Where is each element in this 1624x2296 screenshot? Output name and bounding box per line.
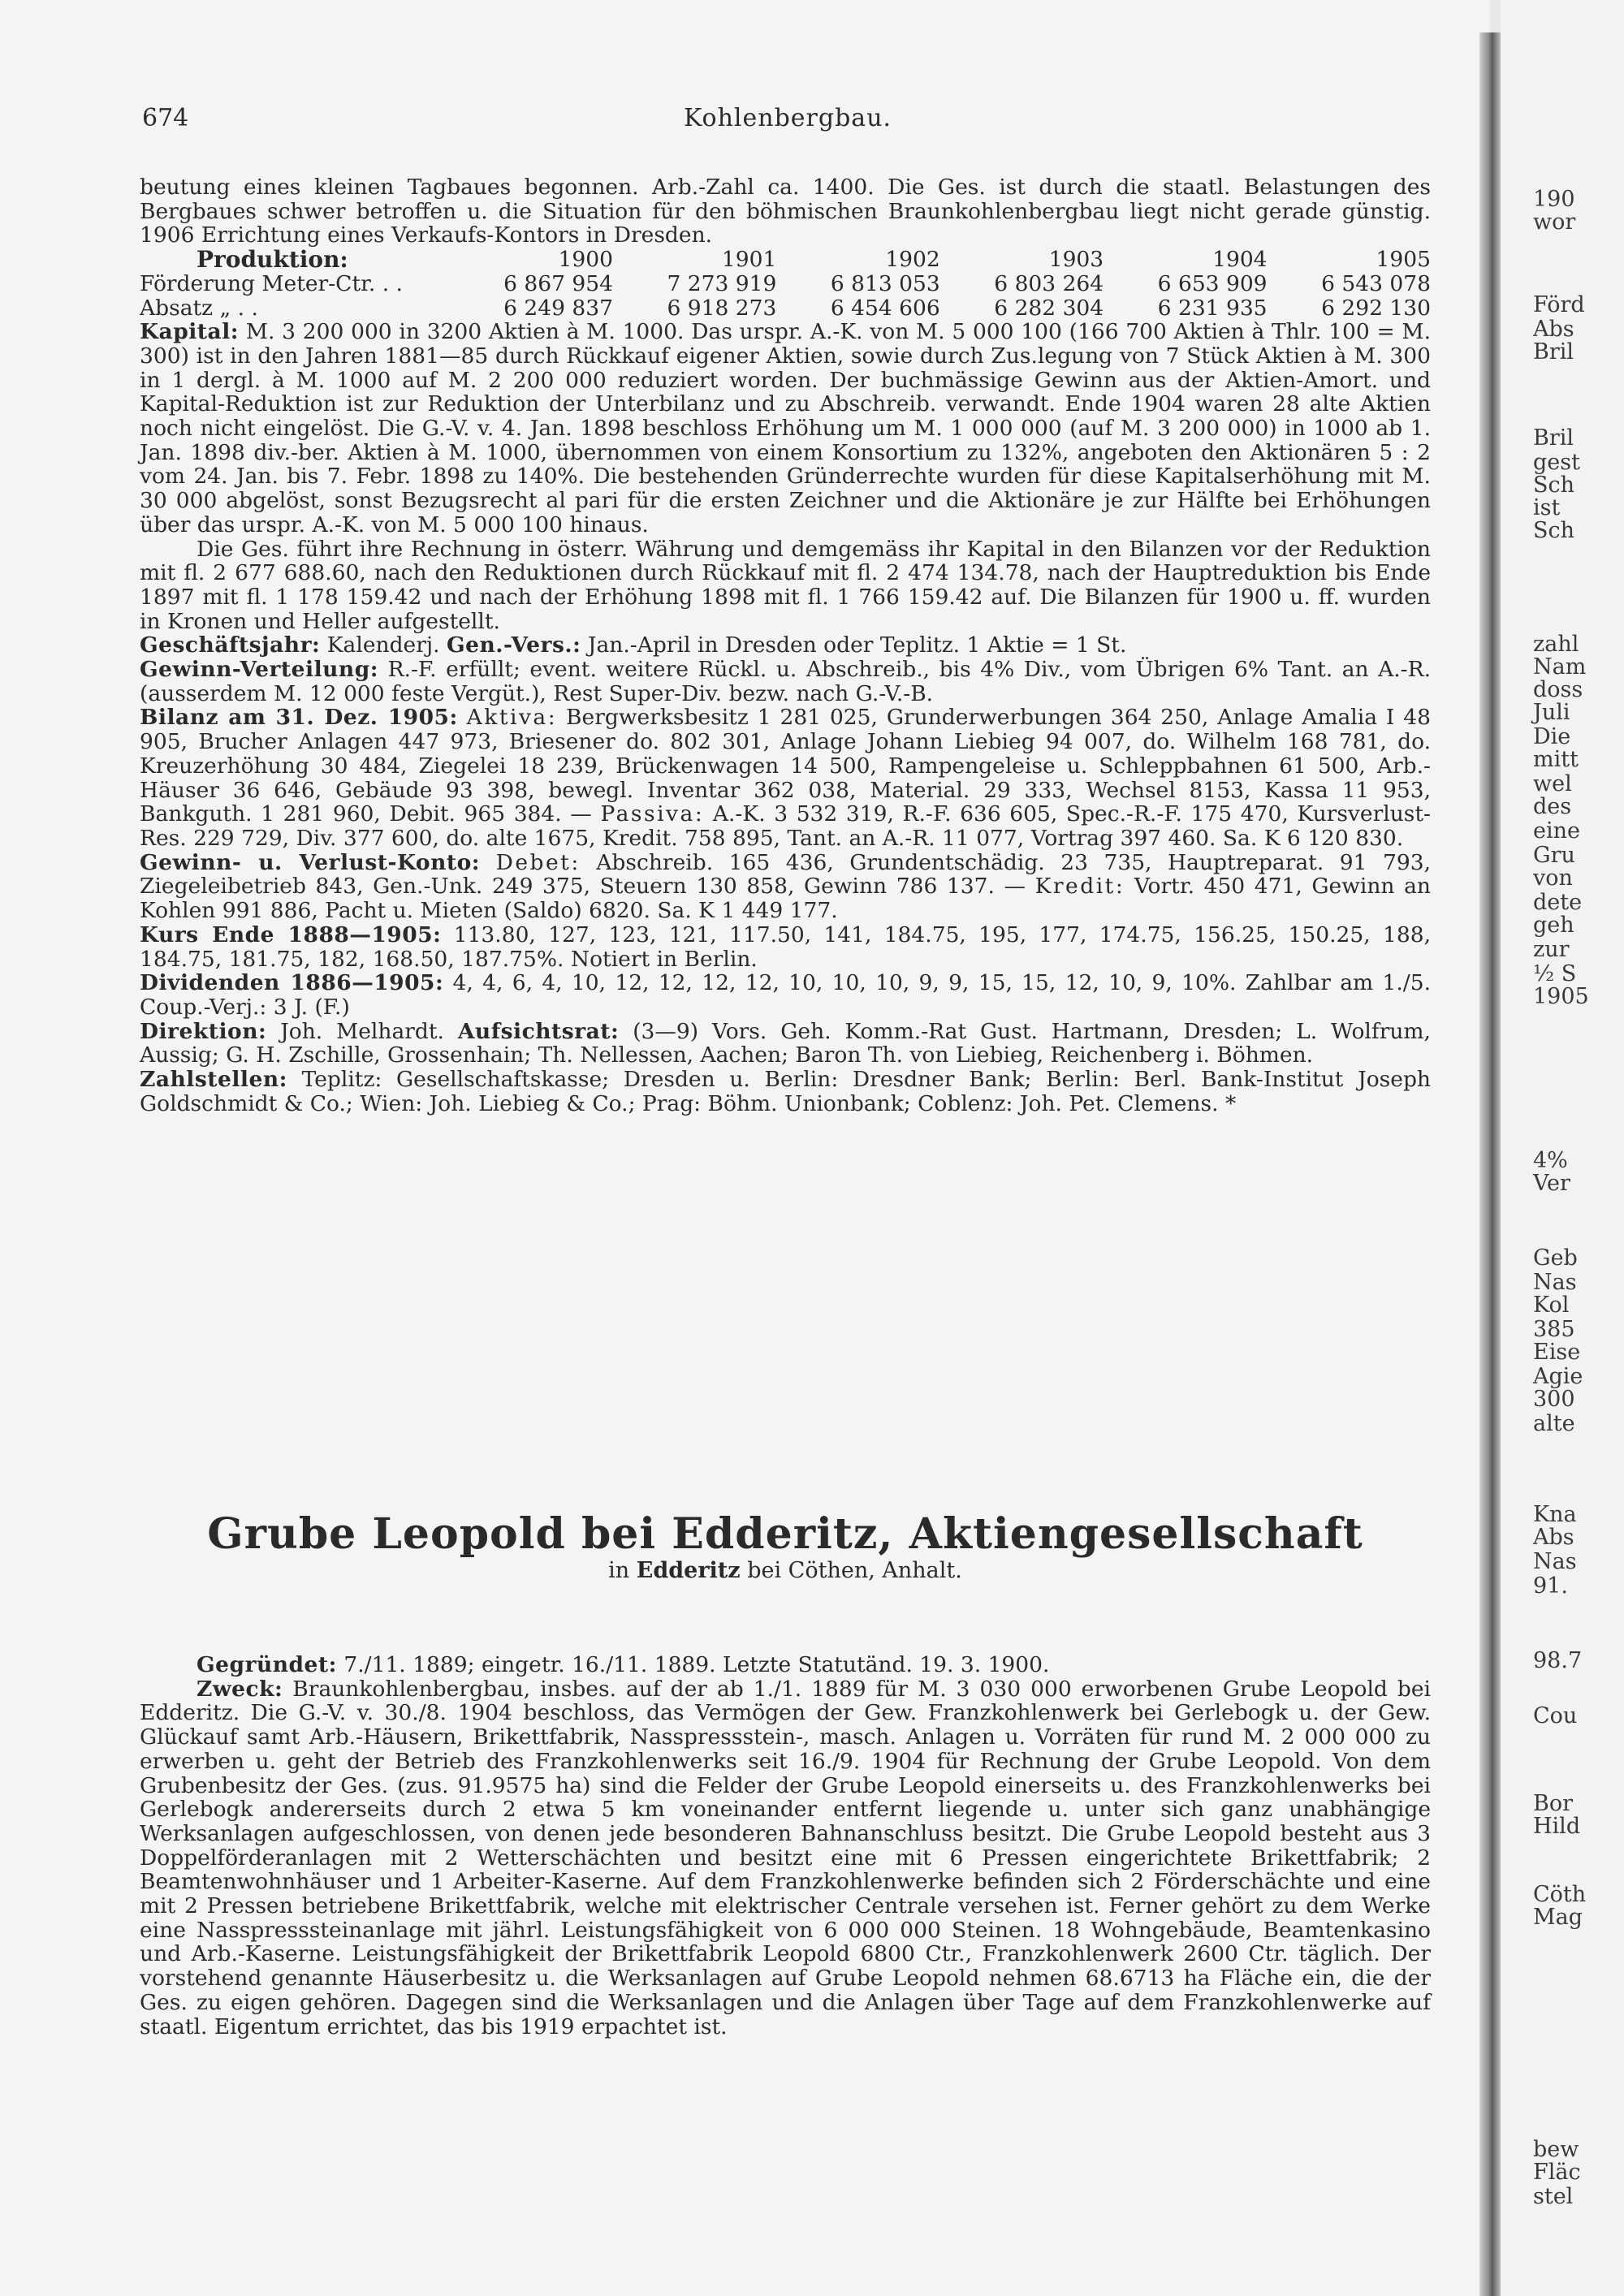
- year-cell: 1900: [558, 247, 613, 273]
- adjacent-page-fragment: zur: [1533, 937, 1570, 962]
- book-gutter: [1479, 32, 1501, 2296]
- year-cell: 1901: [721, 247, 777, 273]
- row-label: Absatz „ . .: [140, 295, 258, 321]
- gegruendet-text: 7./11. 1889; eingetr. 16./11. 1889. Letzte Statutänd. 19. 3. 1900.: [343, 1652, 1050, 1677]
- dividenden-label: Dividenden 1886—1905:: [140, 970, 444, 996]
- adjacent-page-fragment: wor: [1533, 209, 1576, 235]
- adjacent-page-fragment: Bor: [1533, 1791, 1574, 1816]
- value-cell: 6 867 954: [503, 270, 613, 296]
- year-cell: 1903: [1048, 247, 1104, 273]
- adjacent-page-fragment: Mag: [1533, 1905, 1583, 1930]
- table-row: [140, 272, 1431, 296]
- value-cell: 7 273 919: [667, 270, 777, 296]
- passiva-text: A.-K. 3 532 319, R.-F. 636 605, Spec.-R.-F. 175 470, Kursverlust-Res. 229 729, Div. 377 600, do. alte 1675, Kredit. 758 895, Tant. an A.-R. 11 077, Vortrag 397 460. Sa. K 6 120 830.: [140, 801, 1431, 851]
- adjacent-page-fragment: ½ S: [1533, 961, 1577, 986]
- year-cell: 1905: [1376, 247, 1431, 273]
- adjacent-page-fragment: zahl: [1533, 632, 1579, 657]
- company-location: [140, 1559, 1431, 1583]
- adjacent-page-fragment: Nas: [1533, 1270, 1577, 1295]
- value-cell: 6 918 273: [667, 295, 777, 321]
- adjacent-page-fragment: Bril: [1533, 339, 1574, 365]
- adjacent-page-fragment: gest: [1533, 450, 1580, 475]
- value-cell: 6 282 304: [994, 295, 1104, 321]
- adjacent-page-fragment: doss: [1533, 677, 1583, 702]
- adjacent-page-fragment: Abs: [1533, 1525, 1574, 1550]
- company-heading: Grube Leopold bei Edderitz, Aktiengesellschaft: [207, 1509, 1363, 1559]
- adjacent-page-fragment: Eise: [1533, 1340, 1581, 1365]
- production-table: [140, 248, 1431, 320]
- value-cell: 6 454 606: [830, 295, 940, 321]
- location-prefix: in: [608, 1558, 630, 1583]
- zweck-paragraph: [140, 1677, 1431, 2039]
- adjacent-page-fragment: des: [1533, 794, 1572, 819]
- adjacent-page-fragment: 98.7: [1533, 1648, 1583, 1673]
- adjacent-page-fragment: Nam: [1533, 654, 1587, 680]
- adjacent-page-fragment: Die: [1533, 724, 1571, 749]
- direktion-paragraph: [140, 1020, 1431, 1068]
- running-title: Kohlenbergbau.: [683, 104, 892, 132]
- gewinnverteilung-text: R.-F. erfüllt; event. weitere Rückl. u. Abschreib., bis 4% Div., vom Übrigen 6% Tant. an A.-R. (ausserdem M. 12 000 feste Vergüt.), Rest Super-Div. bezw. nach G.-V.-B.: [140, 657, 1431, 706]
- adjacent-page-fragment: wel: [1533, 771, 1572, 796]
- guv-paragraph: [140, 851, 1431, 923]
- geschaeftsjahr-text: Kalenderj.: [326, 632, 440, 658]
- genvers-label: Gen.-Vers.:: [446, 632, 581, 658]
- genvers-text: Jan.-April in Dresden oder Teplitz. 1 Aktie = 1 St.: [587, 632, 1127, 658]
- gewinnverteilung-paragraph: [140, 658, 1431, 706]
- value-cell: 6 231 935: [1157, 295, 1268, 321]
- value-cell: 6 813 053: [830, 270, 940, 296]
- adjacent-page-fragment: Abs: [1533, 317, 1574, 342]
- adjacent-page-fragment: Agie: [1533, 1364, 1583, 1389]
- adjacent-page-fragment: Nas: [1533, 1549, 1577, 1574]
- aktiva-text: Bergwerksbesitz 1 281 025, Grunderwerbungen 364 250, Anlage Amalia I 48 905, Brucher Anlagen 447 973, Briesener do. 802 301, Anlage Johann Liebieg 94 007, do. Wilhelm 168 781, do. Kreuzerhöhung 30 484, Ziegelei 18 239, Brückenwagen 14 500, Rampengeleise u. Schleppbahnen 61 500, Arb.-Häuser 36 646, Gebäude 93 398, bewegl. Inventar 362 038, Material. 29 333, Wechsel 8153, Kassa 11 953, Bankguth. 1 281 960, Debit. 965 384. —: [140, 705, 1431, 827]
- production-label: Produktion:: [197, 246, 348, 274]
- page-header: [142, 104, 1433, 136]
- gegruendet-label: Gegründet:: [197, 1652, 337, 1677]
- kapital-label: Kapital:: [140, 319, 240, 345]
- adjacent-page-fragment: ist: [1533, 495, 1561, 520]
- adjacent-page-fragment: Hild: [1533, 1814, 1581, 1839]
- production-header-row: [140, 248, 1431, 272]
- zahlstellen-label: Zahlstellen:: [140, 1067, 287, 1093]
- value-cell: 6 543 078: [1321, 270, 1431, 296]
- value-cell: 6 249 837: [503, 295, 613, 321]
- year-cell: 1904: [1212, 247, 1268, 273]
- aufsichtsrat-label: Aufsichtsrat:: [457, 1018, 620, 1044]
- adjacent-page-fragment: geh: [1533, 913, 1574, 938]
- year-cell: 1902: [885, 247, 940, 273]
- location-town: Edderitz: [636, 1558, 741, 1583]
- adjacent-page-fragment: bew: [1533, 2137, 1579, 2162]
- adjacent-page-fragment: Sch: [1533, 473, 1575, 498]
- table-row: [140, 296, 1431, 321]
- adjacent-page-fragment: Kol: [1533, 1293, 1570, 1318]
- kurs-label: Kurs Ende 1888—1905:: [140, 921, 442, 947]
- zweck-label: Zweck:: [197, 1676, 283, 1702]
- adjacent-page-fragment: Cöth: [1533, 1882, 1587, 1907]
- adjacent-page-fragment: eine: [1533, 818, 1580, 844]
- adjacent-page-fragment: 385: [1533, 1317, 1575, 1342]
- aufsichtsrat-text: (3—9) Vors. Geh. Komm.-Rat Gust. Hartmann, Dresden; L. Wolfrum, Aussig; G. H. Zschille, Grossenhain; Th. Nellessen, Aachen; Baron Th. von Liebieg, Reichenberg i. Böhmen.: [140, 1018, 1431, 1068]
- adjacent-page-fragment: dete: [1533, 890, 1583, 915]
- debet-label: Debet:: [495, 849, 581, 875]
- geschaeftsjahr-paragraph: [140, 633, 1431, 658]
- adjacent-page-fragment: Ver: [1533, 1171, 1570, 1196]
- waehrung-paragraph: Die Ges. führt ihre Rechnung in österr. Währung und demgemäss ihr Kapital in den Bilanzen vor der Reduktion mit fl. 2 677 688.60, nach den Reduktionen durch Rückkauf mit fl. 2 474 134.78, nach der Hauptreduktion bis Ende 1897 mit fl. 1 178 159.42 und nach der Erhöhung 1898 mit fl. 1 766 159.42 auf. Die Bilanzen für 1900 u. ff. wurden in Kronen und Heller aufgestellt.: [140, 536, 1431, 634]
- dividenden-text: 4, 4, 6, 4, 10, 12, 12, 12, 12, 10, 10, 10, 9, 9, 15, 15, 12, 10, 9, 10%. Zahlbar am 1./5. Coup.-Verj.: 3 J. (F.): [140, 970, 1431, 1020]
- direktion-text: Joh. Melhardt.: [280, 1018, 444, 1044]
- gegruendet-paragraph: [140, 1653, 1431, 1677]
- adjacent-page-fragment: Geb: [1533, 1245, 1578, 1271]
- adjacent-page-fragment: 91.: [1533, 1573, 1568, 1599]
- adjacent-page-fragment: alte: [1533, 1411, 1575, 1436]
- value-cell: 6 292 130: [1321, 295, 1431, 321]
- row-label: Förderung Meter-Ctr. . .: [140, 270, 403, 296]
- gewinnverteilung-label: Gewinn-Verteilung:: [140, 657, 379, 683]
- adjacent-page-fragment: von: [1533, 865, 1573, 891]
- adjacent-page-fragment: 4%: [1533, 1148, 1568, 1173]
- bilanz-label: Bilanz am 31. Dez. 1905:: [140, 705, 458, 731]
- dividenden-paragraph: [140, 971, 1431, 1019]
- adjacent-page-fragment: Bril: [1533, 425, 1574, 451]
- kredit-text: Vortr. 450 471, Gewinn an Kohlen 991 886, Pacht u. Mieten (Saldo) 6820. Sa. K 1 449 177.: [140, 874, 1431, 924]
- adjacent-page-fragment: 1905: [1533, 984, 1589, 1009]
- debet-text: Abschreib. 165 436, Grundentschädig. 23 735, Hauptreparat. 91 793, Ziegeleibetrieb 843, Gen.-Unk. 249 375, Steuern 130 858, Gewinn 786 137. —: [140, 849, 1431, 900]
- adjacent-page-fragment: 190: [1533, 187, 1575, 212]
- adjacent-page-fragment: Kna: [1533, 1502, 1577, 1527]
- value-cell: 6 803 264: [994, 270, 1104, 296]
- company-entry-1: [140, 175, 1431, 1116]
- intro-paragraph: beutung eines kleinen Tagbaues begonnen. Arb.-Zahl ca. 1400. Die Ges. ist durch die staatl. Belastungen des Bergbaues schwer betroffen u. die Situation für den böhmischen Braunkohlenbergbau liegt nicht gerade günstig. 1906 Errichtung eines Verkaufs-Kontors in Dresden.: [140, 175, 1431, 248]
- adjacent-page-fragment: Gru: [1533, 843, 1575, 868]
- zahlstellen-text: Teplitz: Gesellschaftskasse; Dresden u. Berlin: Dresdner Bank; Berlin: Berl. Bank-Institut Joseph Goldschmidt & Co.; Wien: Joh. Liebieg & Co.; Prag: Böhm. Unionbank; Coblenz: Joh. Pet. Clemens. *: [140, 1067, 1431, 1116]
- zahlstellen-paragraph: [140, 1068, 1431, 1116]
- adjacent-page-fragment: Förd: [1533, 292, 1585, 317]
- value-cell: 6 653 909: [1157, 270, 1268, 296]
- direktion-label: Direktion:: [140, 1018, 267, 1044]
- kapital-paragraph: [140, 320, 1431, 537]
- adjacent-page-fragment: mitt: [1533, 747, 1579, 772]
- zweck-text: Braunkohlenbergbau, insbes. auf der ab 1./1. 1889 für M. 3 030 000 erworbenen Grube Leopold bei Edderitz. Die G.-V. v. 30./8. 1904 beschloss, das Vermögen der Gew. Franzkohlenwerk bei Gerlebogk u. der Gew. Glückauf samt Arb.-Häusern, Brikettfabrik, Nasspressstein-, masch. Anlagen u. Vorräten für rund M. 2 000 000 zu erwerben u. geht der Betrieb des Franzkohlenwerks seit 16./9. 1904 für Rechnung der Grube Leopold. Von dem Grubenbesitz der Ges. (zus. 91.9575 ha) sind die Felder der Grube Leopold einerseits u. des Franzkohlenwerks bei Gerlebogk andererseits durch 2 etwa 5 km voneinander entfernt liegende u. unter sich ganz unabhängige Werksanlagen aufgeschlossen, von denen jede besonderen Bahnanschluss besitzt. Die Grube Leopold besteht aus 3 Doppelförderanlagen mit 2 Wetterschächten und besitzt eine mit 6 Pressen eingerichtete Brikettfabrik; 2 Beamtenwohnhäuser und 1 Arbeiter-Kaserne. Auf dem Franzkohlenwerke befinden sich 2 Förderschächte und eine mit 2 Pressen betriebene Brikettfabrik, welche mit elektrischer Centrale versehen ist. Ferner gehört zu dem Werke eine Nasspresssteinanlage mit jährl. Leistungsfähigkeit von 6 000 000 Steinen. 18 Wohngebäude, Beamtenkasino und Arb.-Kaserne. Leistungsfähigkeit der Brikettfabrik Leopold 6800 Ctr., Franzkohlenwerk 2600 Ctr. täglich. Der vorstehend genannte Häuserbesitz u. die Werksanlagen auf Grube Leopold nehmen 68.6713 ha Fläche ein, die der Ges. zu eigen gehören. Dagegen sind die Werksanlagen und die Anlagen über Tage auf dem Franzkohlenwerke auf staatl. Eigentum errichtet, das bis 1919 erpachtet ist.: [140, 1676, 1431, 2039]
- adjacent-page-fragment: Cou: [1533, 1703, 1578, 1728]
- adjacent-page-fragment: stel: [1533, 2184, 1574, 2209]
- kredit-label: Kredit:: [1034, 874, 1125, 900]
- aktiva-label: Aktiva:: [466, 705, 558, 731]
- page-number: 674: [142, 104, 189, 132]
- kurs-paragraph: [140, 923, 1431, 971]
- bilanz-paragraph: [140, 706, 1431, 850]
- location-suffix: bei Cöthen, Anhalt.: [747, 1558, 962, 1583]
- adjacent-page-fragment: 300: [1533, 1387, 1575, 1412]
- adjacent-page-fragment: Juli: [1533, 700, 1570, 725]
- adjacent-page-fragment: Sch: [1533, 518, 1575, 543]
- kapital-text: M. 3 200 000 in 3200 Aktien à M. 1000. Das urspr. A.-K. von M. 5 000 100 (166 700 Aktien à Thlr. 100 = M. 300) ist in den Jahren 1881—85 durch Rückkauf eigener Aktien, sowie durch Zus.legung von 7 Stück Aktien à M. 300 in 1 dergl. à M. 1000 auf M. 2 200 000 reduziert worden. Der buchmässige Gewinn aus der Aktien-Amort. und Kapital-Reduktion ist zur Reduktion der Unterbilanz und zu Abschreib. verwandt. Ende 1904 waren 28 alte Aktien noch nicht eingelöst. Die G.-V. v. 4. Jan. 1898 beschloss Erhöhung um M. 1 000 000 (auf M. 3 200 000) in 1000 ab 1. Jan. 1898 div.-ber. Aktien à M. 1000, übernommen von einem Konsortium zu 132%, angeboten den Aktionären 5 : 2 vom 24. Jan. bis 7. Febr. 1898 zu 140%. Die bestehenden Gründerrechte wurden für diese Kapitalserhöhung mit M. 30 000 abgelöst, sonst Bezugsrecht al pari für die ersten Zeichner und die Aktionäre je zur Hälfte bei Erhöhungen über das urspr. A.-K. von M. 5 000 100 hinaus.: [140, 319, 1431, 537]
- company-entry-2: [140, 1653, 1431, 2039]
- guv-label: Gewinn- u. Verlust-Konto:: [140, 849, 481, 875]
- geschaeftsjahr-label: Geschäftsjahr:: [140, 632, 321, 658]
- kurs-text: 113.80, 127, 123, 121, 117.50, 141, 184.75, 195, 177, 174.75, 156.25, 150.25, 188, 184.75, 181.75, 182, 168.50, 187.75%. Notiert in Berlin.: [140, 921, 1431, 972]
- adjacent-page-fragment: Fläc: [1533, 2160, 1581, 2185]
- adjacent-page-edge: [1501, 0, 1624, 2296]
- passiva-label: Passiva:: [600, 801, 705, 827]
